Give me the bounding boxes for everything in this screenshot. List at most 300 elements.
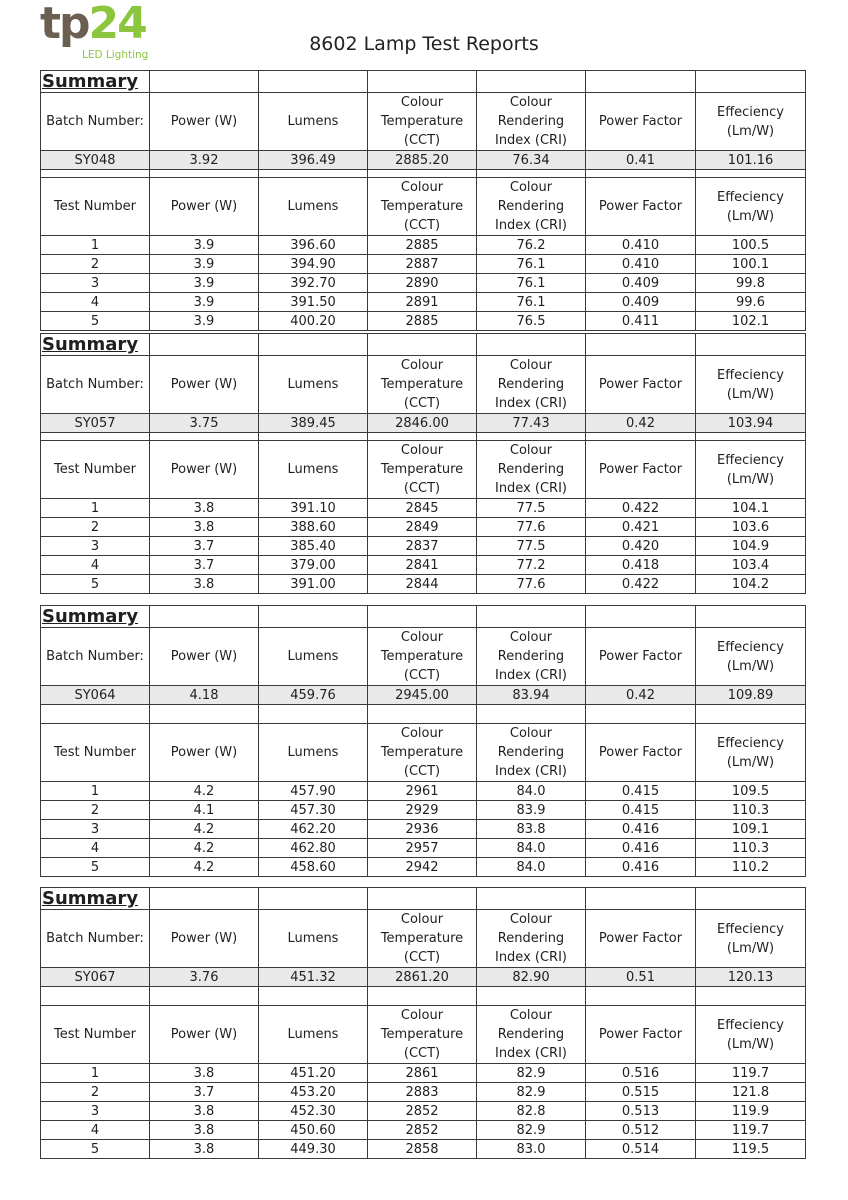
power-factor-header: Power Factor xyxy=(586,1006,696,1064)
empty-cell xyxy=(259,170,368,178)
summary-pf-value: 0.42 xyxy=(586,686,696,705)
efficiency-header: Effeciency (Lm/W) xyxy=(696,910,806,968)
empty-cell xyxy=(477,606,586,628)
test-power-cell: 3.9 xyxy=(150,274,259,293)
summary-cct-value: 2885.20 xyxy=(368,151,477,170)
empty-cell xyxy=(586,433,696,441)
test-eff-cell: 104.1 xyxy=(696,499,806,518)
test-eff-cell: 104.9 xyxy=(696,537,806,556)
power-header: Power (W) xyxy=(150,356,259,414)
power-factor-header: Power Factor xyxy=(586,724,696,782)
test-cct-cell: 2861 xyxy=(368,1064,477,1083)
power-header: Power (W) xyxy=(150,178,259,236)
spacer-row xyxy=(41,170,806,178)
lumens-header: Lumens xyxy=(259,93,368,151)
test-cct-cell: 2849 xyxy=(368,518,477,537)
empty-cell xyxy=(696,170,806,178)
empty-cell xyxy=(368,606,477,628)
summary-power-value: 3.75 xyxy=(150,414,259,433)
cct-header: Colour Temperature (CCT) xyxy=(368,356,477,414)
summary-title-row xyxy=(41,606,806,628)
test-eff-cell: 109.5 xyxy=(696,782,806,801)
test-power-cell: 3.9 xyxy=(150,255,259,274)
test-row xyxy=(41,236,806,255)
summary-title-row xyxy=(41,888,806,910)
test-power-cell: 3.8 xyxy=(150,1121,259,1140)
test-lumens-cell: 392.70 xyxy=(259,274,368,293)
spacer-row xyxy=(41,433,806,441)
test-pf-cell: 0.410 xyxy=(586,255,696,274)
test-pf-cell: 0.515 xyxy=(586,1083,696,1102)
summary-eff-value: 101.16 xyxy=(696,151,806,170)
test-number-cell: 3 xyxy=(41,274,150,293)
test-pf-cell: 0.516 xyxy=(586,1064,696,1083)
empty-cell xyxy=(150,170,259,178)
power-factor-header: Power Factor xyxy=(586,356,696,414)
empty-cell xyxy=(368,71,477,93)
test-power-cell: 3.8 xyxy=(150,499,259,518)
test-power-cell: 3.8 xyxy=(150,1140,259,1159)
cri-header: Colour Rendering Index (CRI) xyxy=(477,1006,586,1064)
empty-cell xyxy=(586,888,696,910)
empty-cell xyxy=(150,987,259,1006)
test-number-cell: 4 xyxy=(41,1121,150,1140)
efficiency-header: Effeciency (Lm/W) xyxy=(696,356,806,414)
test-cri-cell: 77.2 xyxy=(477,556,586,575)
summary-cri-value: 83.94 xyxy=(477,686,586,705)
cct-header: Colour Temperature (CCT) xyxy=(368,178,477,236)
test-cri-cell: 82.9 xyxy=(477,1064,586,1083)
summary-power-value: 3.76 xyxy=(150,968,259,987)
test-cri-cell: 76.5 xyxy=(477,312,586,331)
test-number-cell: 2 xyxy=(41,801,150,820)
test-cct-cell: 2844 xyxy=(368,575,477,594)
test-number-cell: 5 xyxy=(41,312,150,331)
power-factor-header: Power Factor xyxy=(586,93,696,151)
test-pf-cell: 0.422 xyxy=(586,499,696,518)
summary-lumens-value: 389.45 xyxy=(259,414,368,433)
summary-title-row xyxy=(41,71,806,93)
summary-header-row xyxy=(41,93,806,151)
test-row xyxy=(41,499,806,518)
empty-cell xyxy=(586,170,696,178)
test-number-cell: 4 xyxy=(41,839,150,858)
test-row xyxy=(41,537,806,556)
empty-cell xyxy=(150,888,259,910)
test-row xyxy=(41,1083,806,1102)
empty-cell xyxy=(259,888,368,910)
test-power-cell: 3.9 xyxy=(150,293,259,312)
empty-cell xyxy=(41,987,150,1006)
test-lumens-cell: 449.30 xyxy=(259,1140,368,1159)
summary-title-row xyxy=(41,334,806,356)
empty-cell xyxy=(696,888,806,910)
test-row xyxy=(41,1102,806,1121)
summary-power-value: 3.92 xyxy=(150,151,259,170)
test-row xyxy=(41,255,806,274)
test-lumens-cell: 462.20 xyxy=(259,820,368,839)
test-pf-cell: 0.422 xyxy=(586,575,696,594)
test-pf-cell: 0.514 xyxy=(586,1140,696,1159)
empty-cell xyxy=(259,606,368,628)
spacer-row xyxy=(41,705,806,724)
test-power-cell: 3.8 xyxy=(150,575,259,594)
test-cct-cell: 2885 xyxy=(368,236,477,255)
test-cct-cell: 2845 xyxy=(368,499,477,518)
test-power-cell: 3.9 xyxy=(150,312,259,331)
summary-cri-value: 77.43 xyxy=(477,414,586,433)
test-eff-cell: 110.3 xyxy=(696,801,806,820)
test-row xyxy=(41,820,806,839)
test-row xyxy=(41,801,806,820)
batch-number-value: SY048 xyxy=(41,151,150,170)
test-row xyxy=(41,839,806,858)
empty-cell xyxy=(696,606,806,628)
document-title: 8602 Lamp Test Reports xyxy=(309,33,539,55)
test-row xyxy=(41,274,806,293)
test-pf-cell: 0.416 xyxy=(586,839,696,858)
test-cct-cell: 2885 xyxy=(368,312,477,331)
test-eff-cell: 119.7 xyxy=(696,1064,806,1083)
power-header: Power (W) xyxy=(150,910,259,968)
test-cct-cell: 2887 xyxy=(368,255,477,274)
spacer-row xyxy=(41,987,806,1006)
empty-cell xyxy=(150,334,259,356)
empty-cell xyxy=(41,433,150,441)
test-row xyxy=(41,858,806,877)
test-power-cell: 4.2 xyxy=(150,858,259,877)
test-pf-cell: 0.409 xyxy=(586,293,696,312)
test-power-cell: 3.8 xyxy=(150,1064,259,1083)
test-pf-cell: 0.409 xyxy=(586,274,696,293)
test-eff-cell: 103.4 xyxy=(696,556,806,575)
test-pf-cell: 0.420 xyxy=(586,537,696,556)
summary-values-row xyxy=(41,414,806,433)
test-cct-cell: 2852 xyxy=(368,1102,477,1121)
test-eff-cell: 110.3 xyxy=(696,839,806,858)
summary-heading: Summary xyxy=(41,888,150,910)
report-table xyxy=(40,605,806,877)
test-pf-cell: 0.418 xyxy=(586,556,696,575)
test-cri-cell: 76.2 xyxy=(477,236,586,255)
report-table xyxy=(40,887,806,1159)
summary-heading: Summary xyxy=(41,606,150,628)
empty-cell xyxy=(477,433,586,441)
efficiency-header: Effeciency (Lm/W) xyxy=(696,441,806,499)
cri-header: Colour Rendering Index (CRI) xyxy=(477,441,586,499)
test-cct-cell: 2841 xyxy=(368,556,477,575)
empty-cell xyxy=(368,987,477,1006)
empty-cell xyxy=(259,987,368,1006)
power-factor-header: Power Factor xyxy=(586,441,696,499)
test-lumens-cell: 453.20 xyxy=(259,1083,368,1102)
summary-cri-value: 76.34 xyxy=(477,151,586,170)
test-lumens-cell: 458.60 xyxy=(259,858,368,877)
test-power-cell: 4.1 xyxy=(150,801,259,820)
cct-header: Colour Temperature (CCT) xyxy=(368,1006,477,1064)
power-header: Power (W) xyxy=(150,628,259,686)
empty-cell xyxy=(259,71,368,93)
test-number-header: Test Number xyxy=(41,178,150,236)
lumens-header: Lumens xyxy=(259,910,368,968)
test-power-cell: 3.7 xyxy=(150,537,259,556)
empty-cell xyxy=(477,705,586,724)
cct-header: Colour Temperature (CCT) xyxy=(368,628,477,686)
cct-header: Colour Temperature (CCT) xyxy=(368,724,477,782)
report-table xyxy=(40,70,806,331)
test-lumens-cell: 391.50 xyxy=(259,293,368,312)
test-cct-cell: 2883 xyxy=(368,1083,477,1102)
batch-number-header: Batch Number: xyxy=(41,910,150,968)
power-header: Power (W) xyxy=(150,1006,259,1064)
test-row xyxy=(41,293,806,312)
test-cct-cell: 2961 xyxy=(368,782,477,801)
lumens-header: Lumens xyxy=(259,356,368,414)
test-row xyxy=(41,312,806,331)
test-number-cell: 3 xyxy=(41,537,150,556)
power-factor-header: Power Factor xyxy=(586,178,696,236)
test-lumens-cell: 452.30 xyxy=(259,1102,368,1121)
test-power-cell: 4.2 xyxy=(150,782,259,801)
empty-cell xyxy=(696,334,806,356)
empty-cell xyxy=(477,987,586,1006)
test-row xyxy=(41,575,806,594)
test-cct-cell: 2957 xyxy=(368,839,477,858)
empty-cell xyxy=(477,71,586,93)
test-pf-cell: 0.416 xyxy=(586,820,696,839)
test-number-cell: 1 xyxy=(41,499,150,518)
test-cri-cell: 82.9 xyxy=(477,1121,586,1140)
empty-cell xyxy=(477,170,586,178)
test-cri-cell: 76.1 xyxy=(477,293,586,312)
empty-cell xyxy=(586,987,696,1006)
summary-cct-value: 2945.00 xyxy=(368,686,477,705)
test-cri-cell: 83.0 xyxy=(477,1140,586,1159)
test-eff-cell: 119.7 xyxy=(696,1121,806,1140)
summary-pf-value: 0.51 xyxy=(586,968,696,987)
test-eff-cell: 110.2 xyxy=(696,858,806,877)
test-number-cell: 2 xyxy=(41,1083,150,1102)
summary-values-row xyxy=(41,151,806,170)
summary-lumens-value: 459.76 xyxy=(259,686,368,705)
test-cct-cell: 2852 xyxy=(368,1121,477,1140)
power-factor-header: Power Factor xyxy=(586,628,696,686)
summary-lumens-value: 451.32 xyxy=(259,968,368,987)
lumens-header: Lumens xyxy=(259,441,368,499)
test-cri-cell: 84.0 xyxy=(477,858,586,877)
test-cri-cell: 77.5 xyxy=(477,499,586,518)
test-lumens-cell: 379.00 xyxy=(259,556,368,575)
efficiency-header: Effeciency (Lm/W) xyxy=(696,628,806,686)
test-cct-cell: 2936 xyxy=(368,820,477,839)
summary-heading: Summary xyxy=(41,71,150,93)
test-lumens-cell: 391.00 xyxy=(259,575,368,594)
test-power-cell: 3.8 xyxy=(150,1102,259,1121)
cct-header: Colour Temperature (CCT) xyxy=(368,910,477,968)
logo-number-text: 24 xyxy=(88,0,146,49)
test-eff-cell: 119.9 xyxy=(696,1102,806,1121)
test-header-row xyxy=(41,178,806,236)
test-cct-cell: 2890 xyxy=(368,274,477,293)
test-number-cell: 1 xyxy=(41,236,150,255)
test-cri-cell: 82.9 xyxy=(477,1083,586,1102)
test-power-cell: 3.9 xyxy=(150,236,259,255)
test-number-cell: 4 xyxy=(41,293,150,312)
batch-number-value: SY067 xyxy=(41,968,150,987)
empty-cell xyxy=(696,987,806,1006)
test-number-cell: 1 xyxy=(41,1064,150,1083)
power-factor-header: Power Factor xyxy=(586,910,696,968)
test-cri-cell: 84.0 xyxy=(477,782,586,801)
logo-tagline: LED Lighting xyxy=(82,49,149,61)
power-header: Power (W) xyxy=(150,441,259,499)
test-row xyxy=(41,1121,806,1140)
summary-pf-value: 0.42 xyxy=(586,414,696,433)
summary-header-row xyxy=(41,628,806,686)
test-eff-cell: 100.1 xyxy=(696,255,806,274)
empty-cell xyxy=(696,71,806,93)
test-lumens-cell: 388.60 xyxy=(259,518,368,537)
test-number-cell: 2 xyxy=(41,255,150,274)
test-power-cell: 3.7 xyxy=(150,1083,259,1102)
test-row xyxy=(41,1064,806,1083)
test-pf-cell: 0.415 xyxy=(586,801,696,820)
test-number-cell: 3 xyxy=(41,1102,150,1121)
test-eff-cell: 103.6 xyxy=(696,518,806,537)
batch-number-header: Batch Number: xyxy=(41,628,150,686)
test-row xyxy=(41,1140,806,1159)
logo-tp-text: tp xyxy=(40,0,89,49)
efficiency-header: Effeciency (Lm/W) xyxy=(696,724,806,782)
test-power-cell: 4.2 xyxy=(150,820,259,839)
empty-cell xyxy=(477,888,586,910)
empty-cell xyxy=(41,170,150,178)
empty-cell xyxy=(696,433,806,441)
test-number-cell: 5 xyxy=(41,858,150,877)
test-header-row xyxy=(41,1006,806,1064)
power-header: Power (W) xyxy=(150,93,259,151)
test-lumens-cell: 385.40 xyxy=(259,537,368,556)
empty-cell xyxy=(368,433,477,441)
empty-cell xyxy=(150,71,259,93)
empty-cell xyxy=(368,334,477,356)
empty-cell xyxy=(696,705,806,724)
test-cri-cell: 83.8 xyxy=(477,820,586,839)
empty-cell xyxy=(586,334,696,356)
test-pf-cell: 0.416 xyxy=(586,858,696,877)
test-cri-cell: 82.8 xyxy=(477,1102,586,1121)
test-number-cell: 4 xyxy=(41,556,150,575)
empty-cell xyxy=(259,334,368,356)
test-number-cell: 1 xyxy=(41,782,150,801)
lumens-header: Lumens xyxy=(259,178,368,236)
empty-cell xyxy=(368,705,477,724)
efficiency-header: Effeciency (Lm/W) xyxy=(696,178,806,236)
test-cct-cell: 2942 xyxy=(368,858,477,877)
test-lumens-cell: 451.20 xyxy=(259,1064,368,1083)
power-header: Power (W) xyxy=(150,724,259,782)
test-cct-cell: 2837 xyxy=(368,537,477,556)
summary-cri-value: 82.90 xyxy=(477,968,586,987)
test-cri-cell: 76.1 xyxy=(477,274,586,293)
test-pf-cell: 0.410 xyxy=(586,236,696,255)
test-cri-cell: 84.0 xyxy=(477,839,586,858)
summary-eff-value: 120.13 xyxy=(696,968,806,987)
test-cri-cell: 77.5 xyxy=(477,537,586,556)
empty-cell xyxy=(150,606,259,628)
summary-cct-value: 2861.20 xyxy=(368,968,477,987)
empty-cell xyxy=(150,433,259,441)
report-table xyxy=(40,333,806,594)
test-cri-cell: 83.9 xyxy=(477,801,586,820)
cri-header: Colour Rendering Index (CRI) xyxy=(477,93,586,151)
cct-header: Colour Temperature (CCT) xyxy=(368,93,477,151)
efficiency-header: Effeciency (Lm/W) xyxy=(696,93,806,151)
summary-cct-value: 2846.00 xyxy=(368,414,477,433)
summary-power-value: 4.18 xyxy=(150,686,259,705)
empty-cell xyxy=(477,334,586,356)
test-lumens-cell: 457.90 xyxy=(259,782,368,801)
empty-cell xyxy=(41,705,150,724)
test-cri-cell: 77.6 xyxy=(477,575,586,594)
batch-number-header: Batch Number: xyxy=(41,356,150,414)
test-row xyxy=(41,556,806,575)
test-pf-cell: 0.513 xyxy=(586,1102,696,1121)
empty-cell xyxy=(150,705,259,724)
test-eff-cell: 119.5 xyxy=(696,1140,806,1159)
cri-header: Colour Rendering Index (CRI) xyxy=(477,178,586,236)
test-number-cell: 5 xyxy=(41,1140,150,1159)
efficiency-header: Effeciency (Lm/W) xyxy=(696,1006,806,1064)
cct-header: Colour Temperature (CCT) xyxy=(368,441,477,499)
summary-values-row xyxy=(41,686,806,705)
test-eff-cell: 99.8 xyxy=(696,274,806,293)
test-header-row xyxy=(41,724,806,782)
test-lumens-cell: 391.10 xyxy=(259,499,368,518)
summary-eff-value: 103.94 xyxy=(696,414,806,433)
batch-number-header: Batch Number: xyxy=(41,93,150,151)
summary-eff-value: 109.89 xyxy=(696,686,806,705)
cri-header: Colour Rendering Index (CRI) xyxy=(477,628,586,686)
test-pf-cell: 0.411 xyxy=(586,312,696,331)
test-row xyxy=(41,782,806,801)
test-power-cell: 3.8 xyxy=(150,518,259,537)
test-pf-cell: 0.415 xyxy=(586,782,696,801)
summary-lumens-value: 396.49 xyxy=(259,151,368,170)
test-eff-cell: 102.1 xyxy=(696,312,806,331)
test-eff-cell: 104.2 xyxy=(696,575,806,594)
test-number-cell: 3 xyxy=(41,820,150,839)
test-number-header: Test Number xyxy=(41,1006,150,1064)
test-pf-cell: 0.421 xyxy=(586,518,696,537)
test-cri-cell: 77.6 xyxy=(477,518,586,537)
test-power-cell: 3.7 xyxy=(150,556,259,575)
lumens-header: Lumens xyxy=(259,1006,368,1064)
empty-cell xyxy=(259,705,368,724)
test-cct-cell: 2929 xyxy=(368,801,477,820)
batch-number-value: SY057 xyxy=(41,414,150,433)
test-lumens-cell: 457.30 xyxy=(259,801,368,820)
test-number-cell: 2 xyxy=(41,518,150,537)
test-number-header: Test Number xyxy=(41,441,150,499)
empty-cell xyxy=(586,606,696,628)
summary-header-row xyxy=(41,910,806,968)
cri-header: Colour Rendering Index (CRI) xyxy=(477,724,586,782)
empty-cell xyxy=(368,888,477,910)
summary-heading: Summary xyxy=(41,334,150,356)
test-lumens-cell: 450.60 xyxy=(259,1121,368,1140)
test-lumens-cell: 394.90 xyxy=(259,255,368,274)
